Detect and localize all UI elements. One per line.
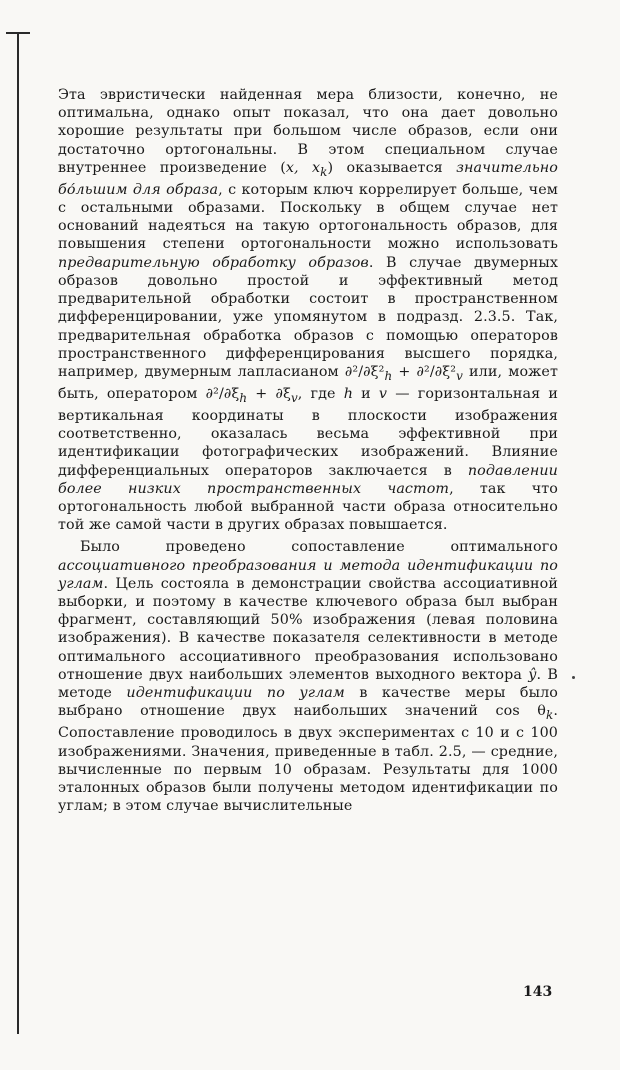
paragraph1-run-12: h [239, 390, 248, 405]
body-text [58, 86, 558, 815]
paragraph1-run-9: + ∂²/∂ξ² [392, 363, 457, 380]
paragraph-2 [58, 538, 558, 815]
paragraph1-run-0: Эта эвристически найденная мера близости, конечно, не оптимальна, однако опыт показал, что она дает довольно хорошие результаты при большом числе образов, если они достаточно ортогональны. В этом специальном случае внутреннее произведение ( [58, 87, 558, 176]
paragraph1-run-5: , с которым ключ коррелирует больше, чем с остальными образами. Поскольку в общем случае нет оснований надеяться на такую ортогональность образов, для повышения степени ортогональности можно использовать [58, 181, 558, 253]
paragraph1-run-4: значительно бо́льшим для образа [58, 159, 558, 198]
paragraph1-run-3: ) оказывается [327, 159, 457, 176]
paragraph2-run-0: Было проведено сопоставление оптимального [80, 539, 558, 556]
margin-dot-mark [572, 676, 575, 679]
paragraph2-run-5: идентификации по углам [126, 685, 345, 702]
paragraph1-run-7: . В случае двумерных образов довольно простой и эффективный метод предварительной обработки состоит в пространственном дифференцировании, уже упомянутом в подразд. 2.3.5. Так, предварительная обработка образов с помощью операторов пространственного дифференцирования высшего порядка, например, двумерным лапласианом ∂²/∂ξ² [58, 254, 558, 380]
paragraph1-run-6: предварительную обработку образов [58, 254, 369, 271]
margin-binding-line [17, 34, 19, 1034]
paragraph1-run-11: или, может быть, оператором ∂²/∂ξ [58, 363, 559, 402]
paragraph2-run-7: k [546, 708, 554, 723]
paragraph1-run-14: v [290, 390, 298, 405]
paragraph1-run-21: , так что ортогональность любой выбранной части образа относительно той же самой части в других образах повышается. [58, 480, 559, 534]
paragraph2-run-6: в качестве меры было выбрано отношение двух наибольших значений cos θ [58, 685, 558, 720]
paragraph2-run-1: ассоциативного преобразования и метода идентификации по углам [58, 557, 558, 592]
paragraph1-run-20: подавлении более низких пространственных частот [58, 462, 558, 497]
paragraph2-run-3: ŷ [528, 666, 537, 683]
paragraph2-run-8: . Сопоставление проводилось в двух экспериментах с 10 и с 100 изображениями. Значения, приведенные в табл. 2.5, — средние, вычисленные по первым 10 образам. Результаты для 1000 эталонных образов были получены методом идентификации по углам; в этом случае вычислительные [58, 703, 558, 815]
paragraph1-run-17: и [353, 385, 379, 402]
paragraph1-run-13: + ∂ξ [247, 385, 291, 402]
paragraph1-run-8: h [384, 368, 393, 383]
paragraph1-run-1: x, x [285, 159, 321, 176]
paragraph1-run-18: v [378, 385, 388, 402]
paragraph2-run-2: . Цель состояла в демонстрации свойства ассоциативной выборки, и поэтому в качестве ключевого образа был выбран фрагмент, составляющий 50% изображения (левая половина изображения). В качестве показателя селективности в методе оптимального ассоциативного преобразования использовано отношение двух наибольших элементов выходного вектора [58, 575, 558, 683]
page-number: 143 [523, 984, 553, 1000]
paragraph-1 [58, 86, 558, 534]
paragraph1-run-10: v [456, 368, 463, 383]
paragraph1-run-19: — горизонтальная и вертикальная координаты в плоскости изображения соответственно, оказалась весьма эффективной при идентификации фотографических изображений. Влияние дифференциальных операторов заключается в [58, 385, 558, 479]
paragraph2-run-4: . В методе [58, 666, 558, 702]
paragraph1-run-2: k [320, 164, 328, 179]
paragraph1-run-16: h [343, 385, 354, 402]
paragraph1-run-15: , где [297, 385, 344, 402]
